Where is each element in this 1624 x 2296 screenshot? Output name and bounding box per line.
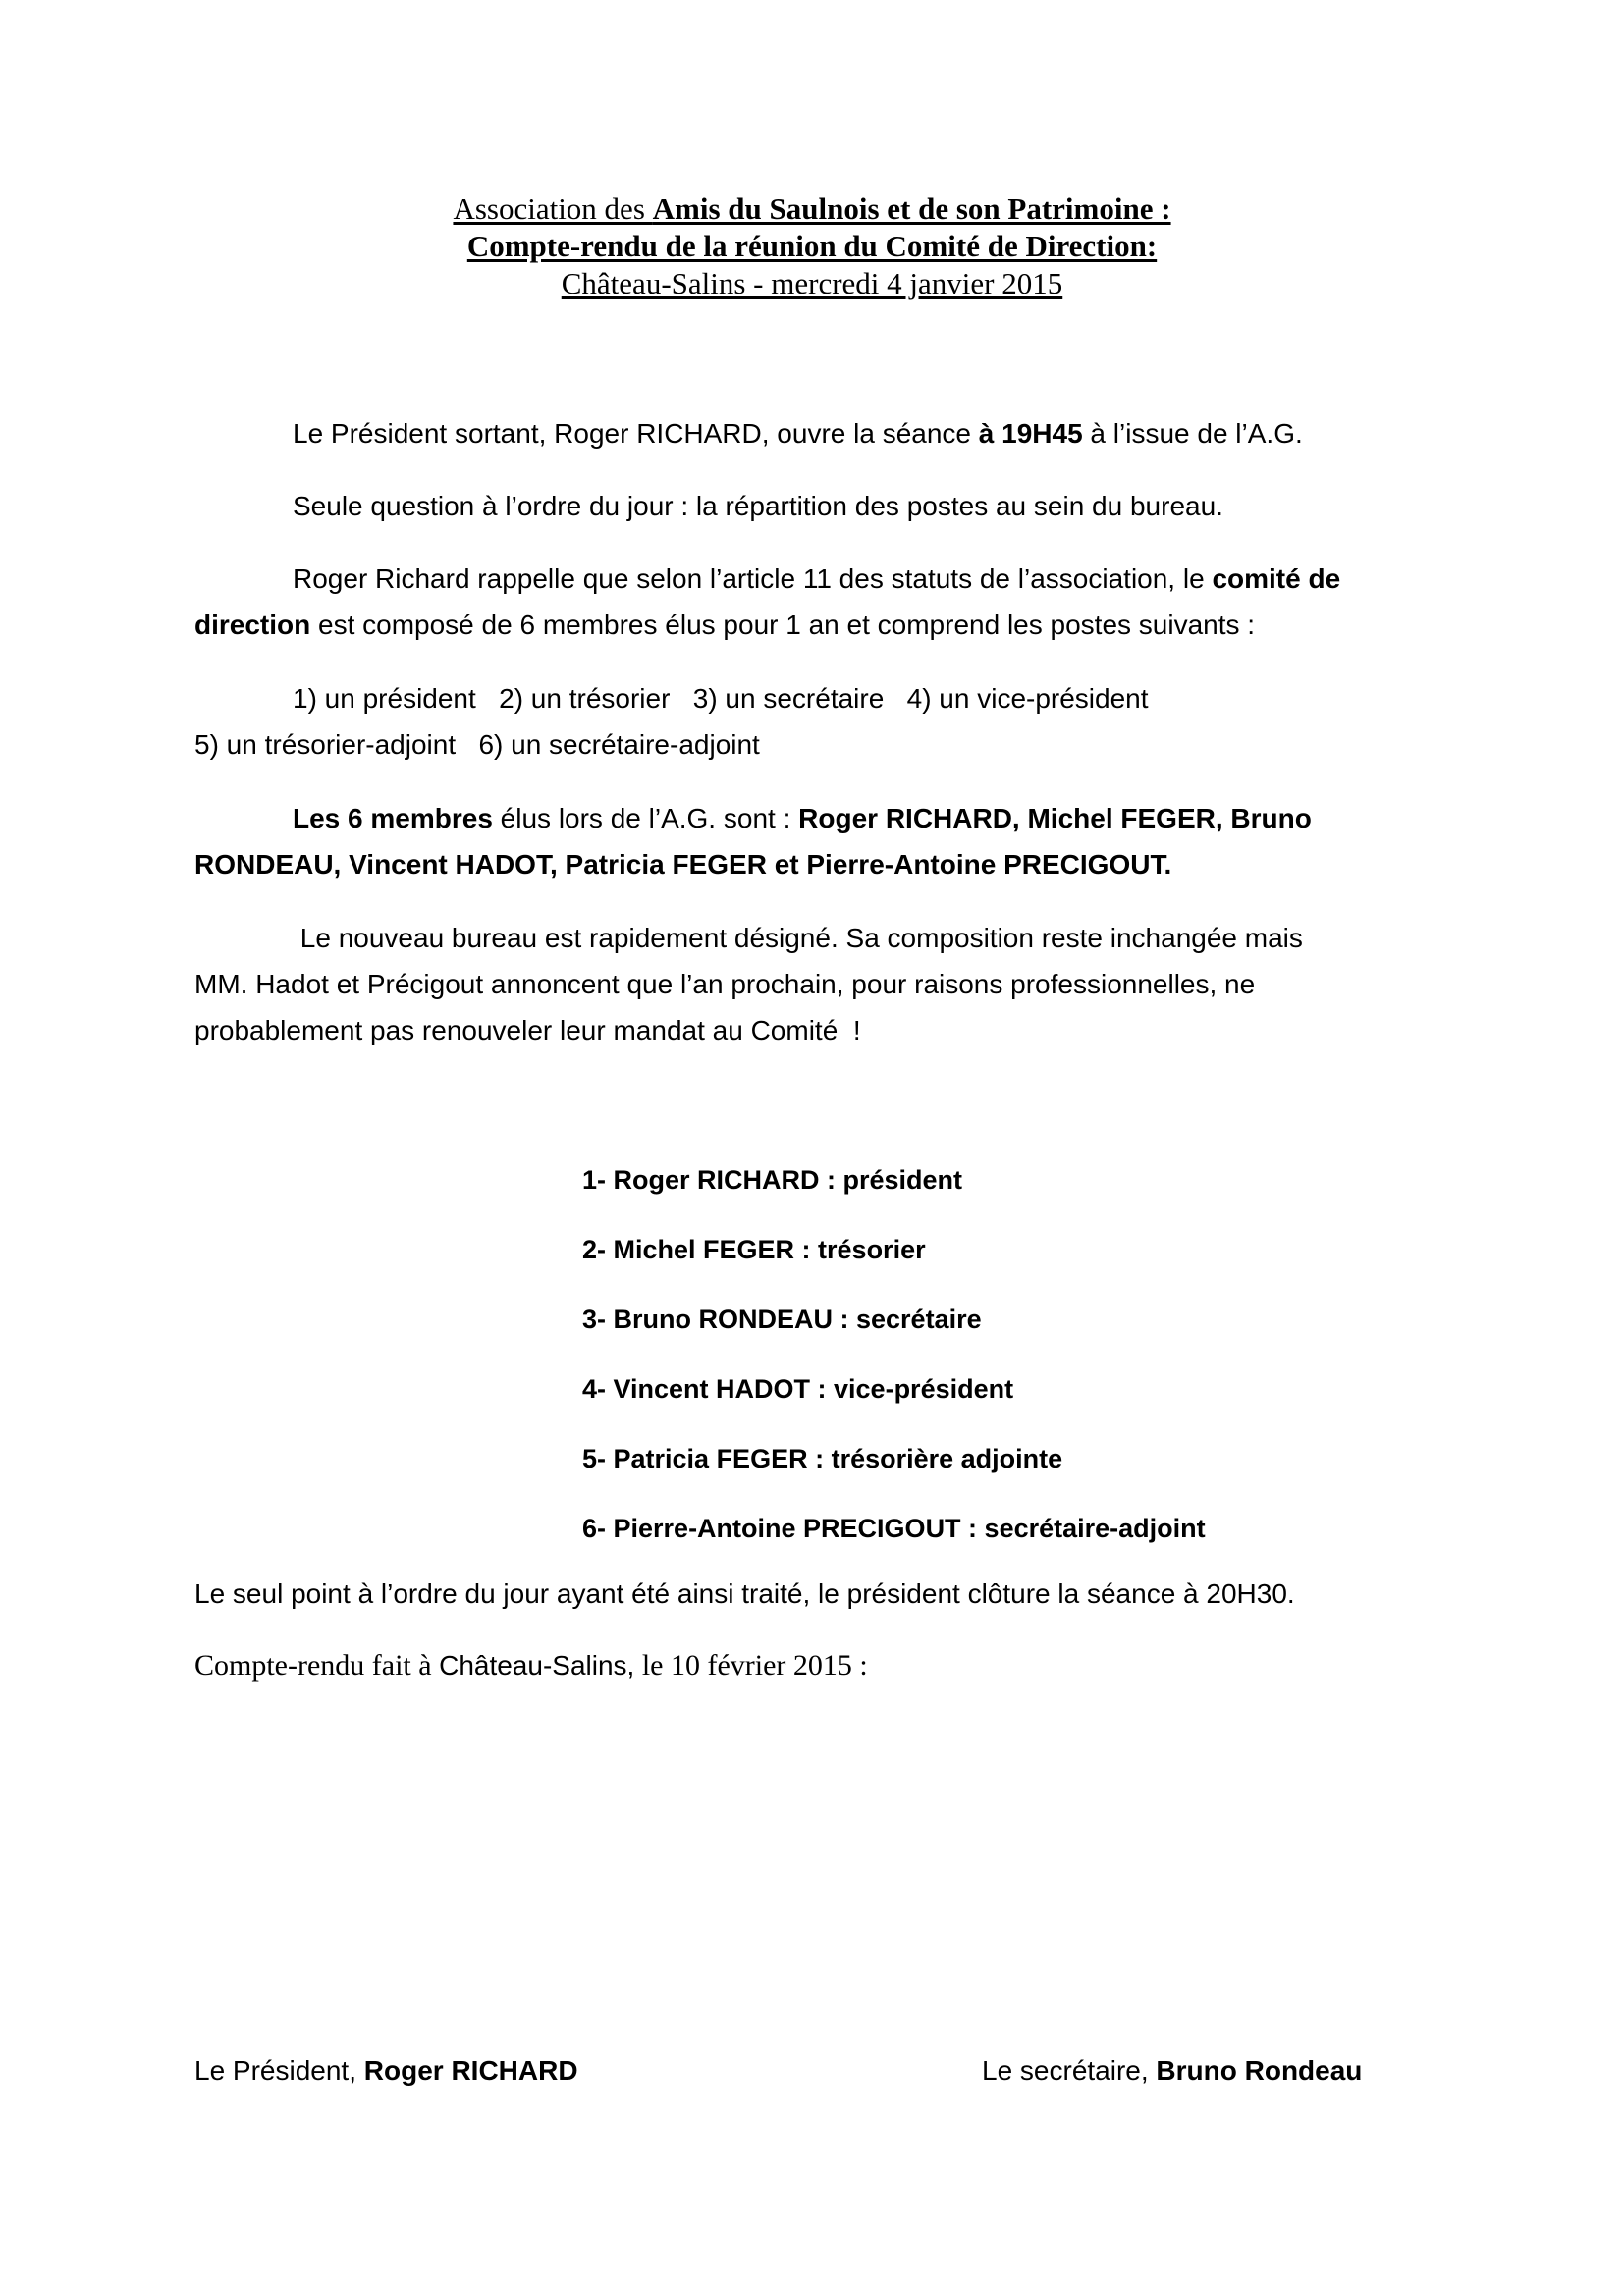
closing-text: Le seul point à l’ordre du jour ayant été ainsi traité, le président clôture la séance à 20H30. [194, 1578, 1295, 1609]
paragraph-opening [194, 410, 1441, 456]
members-text: élus lors de l’A.G. sont : [492, 803, 799, 833]
signature-president-label: Le Président, [194, 2056, 364, 2086]
opening-text-a: Le Président sortant, Roger RICHARD, ouvre la séance [293, 418, 979, 449]
paragraph-statutes [194, 556, 1441, 648]
statutes-line2-b: est composé de 6 membres élus pour 1 an et comprend les postes suivants : [310, 610, 1256, 640]
new-bureau-line-2: MM. Hadot et Précigout annoncent que l’an prochain, pour raisons professionnelles, ne [194, 969, 1256, 999]
header-line-place-date [0, 265, 1624, 302]
members-names-1: Roger RICHARD, Michel FEGER, Bruno [798, 803, 1312, 833]
header-association-name: Amis du Saulnois et de son Patrimoine : [652, 191, 1171, 226]
role-item: 3- Bruno RONDEAU : secrétaire [582, 1305, 982, 1334]
header-association-prefix: Association des [453, 191, 653, 226]
role-item: 1- Roger RICHARD : président [582, 1165, 963, 1195]
roles-list [582, 1146, 1206, 1564]
role-item: 2- Michel FEGER : trésorier [582, 1235, 926, 1264]
done-at-date: le 10 février 2015 : [634, 1649, 868, 1682]
signature-secretary-name: Bruno Rondeau [1156, 2056, 1363, 2086]
role-item: 6- Pierre-Antoine PRECIGOUT : secrétaire-adjoint [582, 1514, 1206, 1543]
paragraph-new-bureau [194, 915, 1441, 1053]
signature-president-name: Roger RICHARD [363, 2056, 578, 2086]
done-at-place: Château-Salins, [439, 1650, 635, 1681]
signature-president [194, 2056, 578, 2087]
new-bureau-line-3: probablement pas renouveler leur mandat au Comité ! [194, 1015, 861, 1045]
header-title: Compte-rendu de la réunion du Comité de Direction: [466, 229, 1158, 263]
statutes-line1-a: Roger Richard rappelle que selon l’article 11 des statuts de l’association, le [293, 563, 1213, 594]
signature-secretary-label: Le secrétaire, [982, 2056, 1157, 2086]
opening-text-c: à l’issue de l’A.G. [1082, 418, 1303, 449]
opening-time: à 19H45 [978, 418, 1083, 449]
signature-secretary [982, 2056, 1362, 2087]
paragraph-members [194, 795, 1441, 887]
paragraph-agenda [194, 483, 1441, 529]
done-at-line [194, 1649, 868, 1682]
members-count: Les 6 membres [293, 803, 493, 833]
posts-line-1: 1) un président 2) un trésorier 3) un secrétaire 4) un vice-président [293, 683, 1149, 714]
agenda-text: Seule question à l’ordre du jour : la répartition des postes au sein du bureau. [293, 491, 1223, 521]
document-header [0, 190, 1624, 302]
statutes-line1-b: comité de [1212, 563, 1341, 594]
posts-line-2: 5) un trésorier-adjoint 6) un secrétaire-adjoint [194, 729, 760, 760]
paragraph-posts-list [194, 675, 1441, 768]
done-at-a: Compte-rendu fait à [194, 1649, 440, 1682]
header-place-date: Château-Salins - mercredi 4 janvier 2015 [561, 266, 1063, 300]
header-line-association [0, 190, 1624, 228]
paragraph-closing [194, 1571, 1441, 1617]
header-line-title [0, 228, 1624, 265]
role-item: 5- Patricia FEGER : trésorière adjointe [582, 1444, 1063, 1473]
statutes-line2-a: direction [194, 610, 311, 640]
new-bureau-line-1: Le nouveau bureau est rapidement désigné. Sa composition reste inchangée mais [293, 923, 1303, 953]
role-item: 4- Vincent HADOT : vice-président [582, 1374, 1014, 1404]
members-names-2: RONDEAU, Vincent HADOT, Patricia FEGER et Pierre-Antoine PRECIGOUT. [194, 849, 1172, 880]
